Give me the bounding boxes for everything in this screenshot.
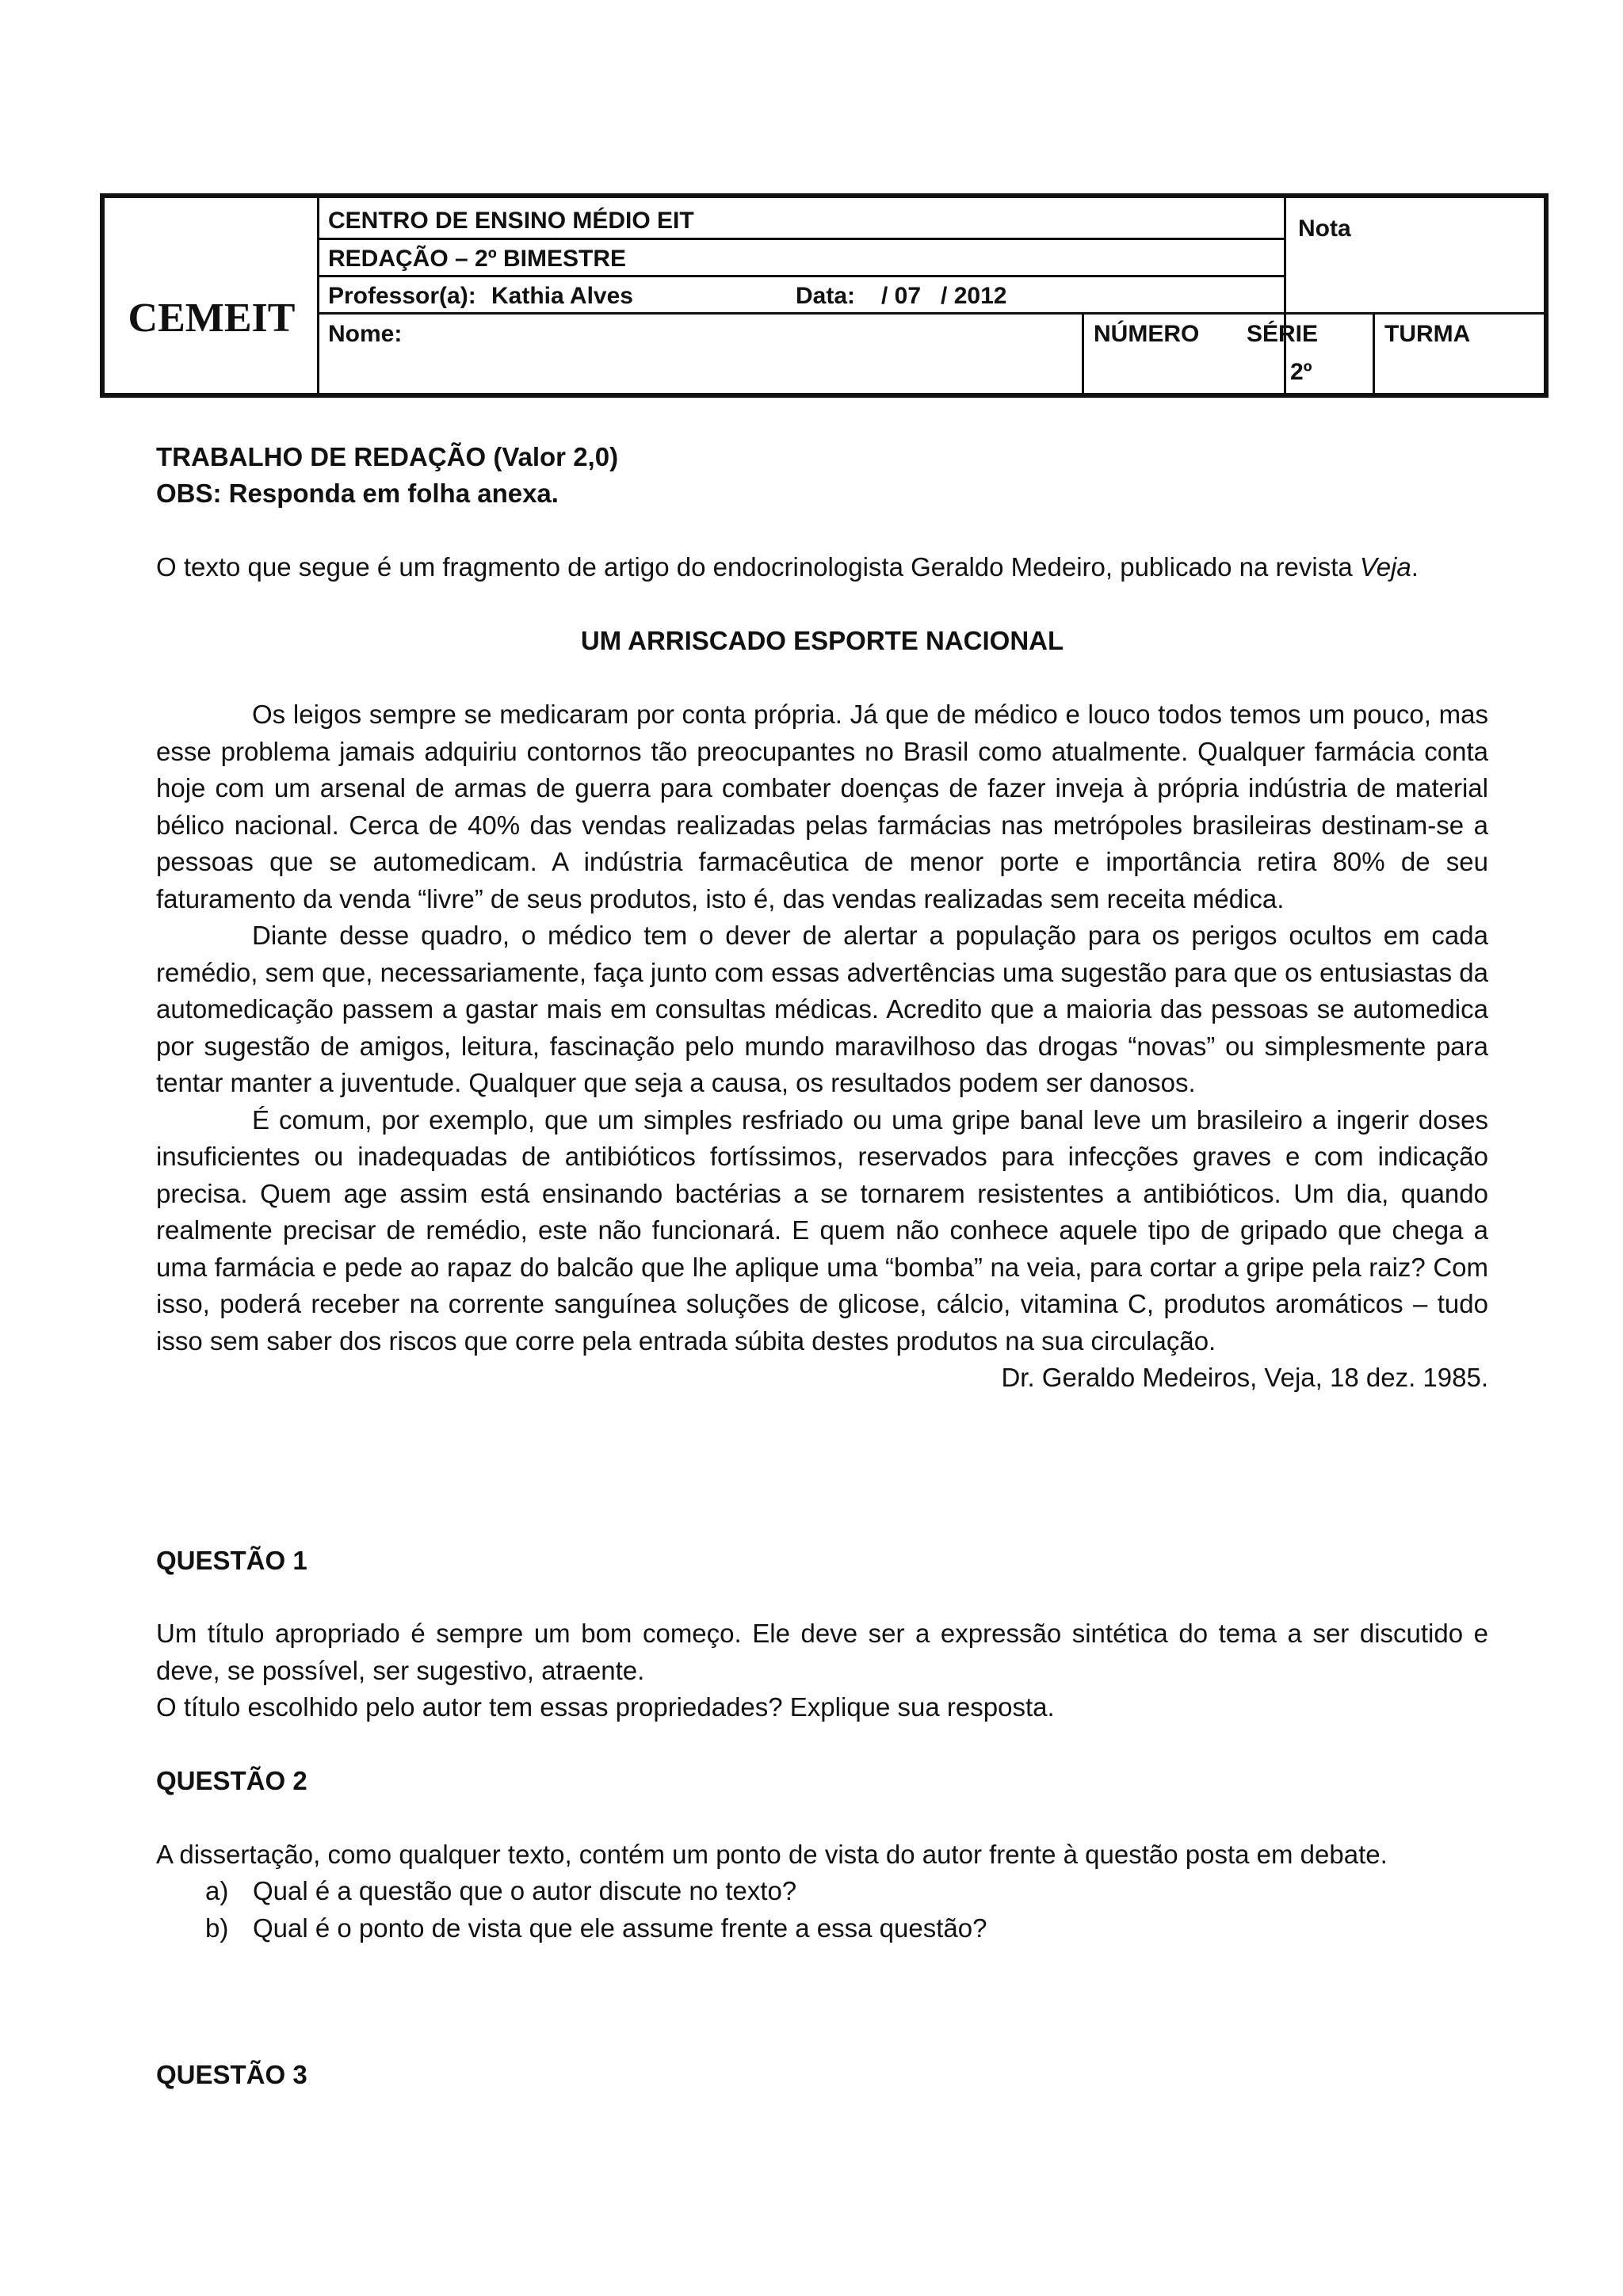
magazine-name: Veja — [1359, 552, 1411, 582]
turma-label: TURMA — [1384, 321, 1471, 347]
date-value: / 07 / 2012 — [881, 283, 1007, 309]
intro-sentence: O texto que segue é um fragmento de artigo do endocrinologista Geraldo Medeiro, publicado na revista — [156, 552, 1360, 582]
numero-label: NÚMERO — [1094, 321, 1200, 347]
divider — [1082, 312, 1084, 393]
question-1-title: QUESTÃO 1 — [156, 1546, 307, 1575]
subject-label: REDAÇÃO – 2º BIMESTRE — [328, 246, 627, 272]
serie-label: SÉRIE — [1247, 321, 1319, 347]
divider — [1373, 312, 1375, 393]
assignment-obs: OBS: Responda em folha anexa. — [156, 479, 559, 508]
list-item-text: Qual é o ponto de vista que ele assume frente a essa questão? — [253, 1913, 987, 1943]
question-1-prompt: O título escolhido pelo autor tem essas propriedades? Explique sua resposta. — [156, 1692, 1055, 1722]
article-title: UM ARRISCADO ESPORTE NACIONAL — [580, 626, 1064, 655]
list-marker: b) — [205, 1913, 229, 1943]
school-logo: CEMEIT — [128, 296, 296, 341]
list-marker: a) — [205, 1876, 229, 1905]
question-1-text — [156, 1615, 1488, 1726]
divider — [317, 312, 1545, 315]
question-2-title: QUESTÃO 2 — [156, 1766, 307, 1795]
serie-value: 2º — [1290, 359, 1312, 385]
article-source: Dr. Geraldo Medeiros, Veja, 18 dez. 1985. — [1001, 1363, 1488, 1392]
date-label: Data: — [796, 283, 856, 309]
assignment-title: TRABALHO DE REDAÇÃO (Valor 2,0) — [156, 442, 619, 471]
article-paragraph: Diante desse quadro, o médico tem o dever de alertar a população para os perigos ocultos em cada remédio, sem que, necessariamente, faça junto com essas advertências uma sugestão para que os entusiastas da automedicação passem a gastar mais em consultas médicas. Acredito que a maioria das pessoas se automedica por sugestão de amigos, leitura, fascinação pelo mundo maravilhoso das drogas “novas” ou simplesmente para tentar manter a juventude. Qualquer que seja a causa, os resultados podem ser danosos. — [156, 921, 1488, 1097]
teacher-name: Kathia Alves — [491, 283, 633, 309]
nome-label: Nome: — [328, 321, 403, 347]
school-name: CENTRO DE ENSINO MÉDIO EIT — [328, 208, 694, 234]
list-item-text: Qual é a questão que o autor discute no texto? — [253, 1876, 797, 1905]
nota-label: Nota — [1298, 215, 1351, 242]
question-2-statement: A dissertação, como qualquer texto, contém um ponto de vista do autor frente à questão posta em debate. — [156, 1840, 1388, 1869]
question-2-list — [156, 1873, 1488, 1947]
article-paragraph: É comum, por exemplo, que um simples resfriado ou uma gripe banal leve um brasileiro a ingerir doses insuficientes ou inadequadas de antibióticos fortíssimos, reservados para infecções graves e com indicação precisa. Quem age assim está ensinando bactérias a se tornarem resistentes a antibióticos. Um dia, quando realmente precisar de remédio, este não funcionará. E quem não conhece aquele tipo de gripado que chega a uma farmácia e pede ao rapaz do balcão que lhe aplique uma “bomba” na veia, para cortar a gripe pela raiz? Com isso, poderá receber na corrente sanguínea soluções de glicose, cálcio, vitamina C, produtos aromáticos – tudo isso sem saber dos riscos que corre pela entrada súbita destes produtos na sua circulação. — [156, 1104, 1488, 1356]
divider — [1284, 198, 1286, 393]
divider — [317, 198, 319, 393]
list-item — [156, 1873, 1488, 1910]
question-1-statement: Um título apropriado é sempre um bom começo. Ele deve ser a expressão sintética do tema a ser discutido e deve, se possível, ser sugestivo, atraente. — [156, 1619, 1488, 1685]
header-table — [100, 193, 1549, 398]
article-paragraph: Os leigos sempre se medicaram por conta própria. Já que de médico e louco todos temos um pouco, mas esse problema jamais adquiriu contornos tão preocupantes no Brasil como atualmente. Qualquer farmácia conta hoje com um arsenal de armas de guerra para combater doenças de fazer inveja à própria indústria de material bélico nacional. Cerca de 40% das vendas realizadas pelas farmácias nas metrópoles brasileiras destinam-se a pessoas que se automedicam. A indústria farmacêutica de menor porte e importância retira 80% de seu faturamento da venda “livre” de seus produtos, isto é, das vendas realizadas sem receita médica. — [156, 700, 1488, 913]
article-body — [156, 696, 1488, 1397]
intro-end: . — [1411, 552, 1419, 582]
divider — [317, 238, 1284, 240]
question-3-title: QUESTÃO 3 — [156, 2060, 307, 2089]
teacher-label: Professor(a): — [328, 283, 476, 309]
divider — [317, 275, 1284, 277]
list-item — [156, 1910, 1488, 1947]
intro-text — [156, 549, 1488, 586]
